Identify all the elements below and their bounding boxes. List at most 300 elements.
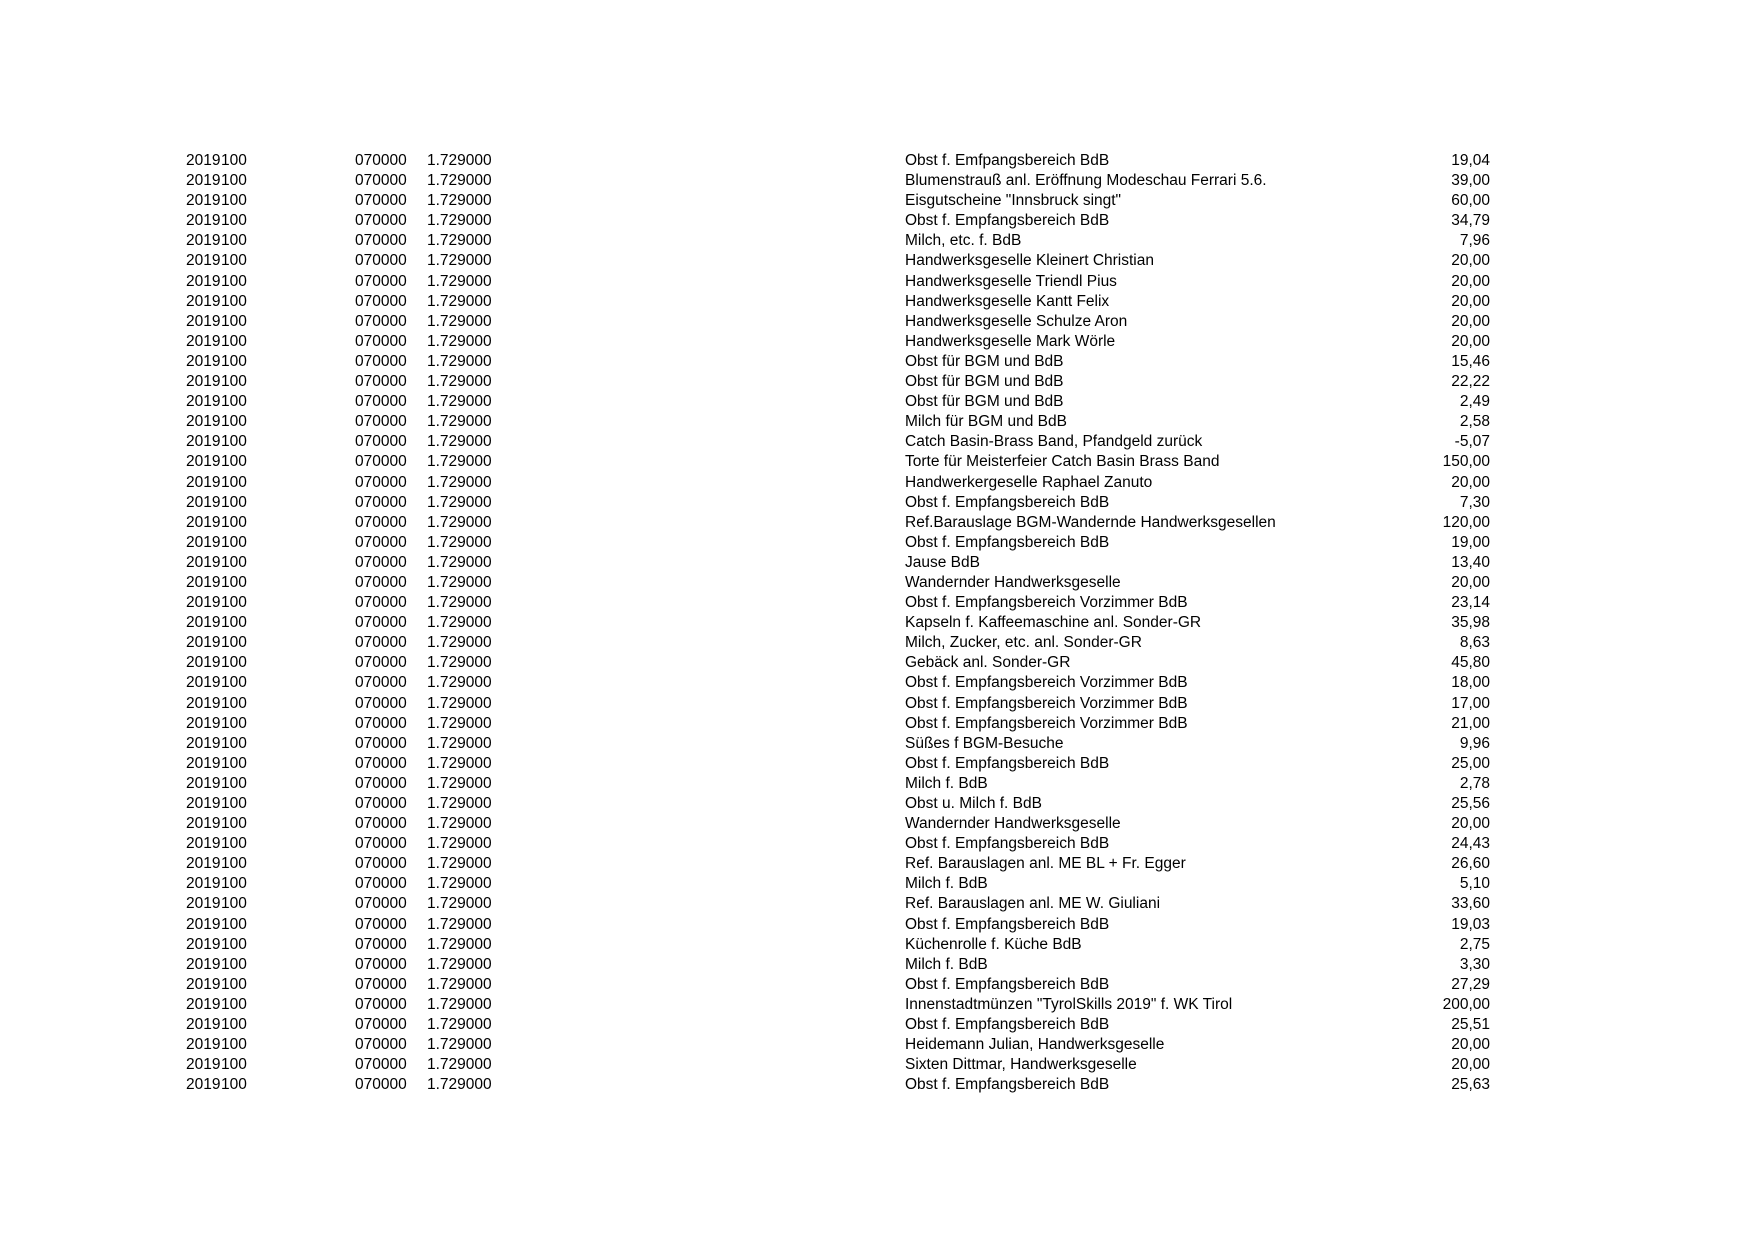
amount-cell: 23,14 <box>1451 594 1490 612</box>
amount-cell: 20,00 <box>1451 292 1490 310</box>
description-cell: Heidemann Julian, Handwerksgeselle <box>905 1036 1165 1054</box>
year-cell: 2019 <box>186 714 221 732</box>
account-cell: 1.729000 <box>427 875 492 893</box>
account-cell: 1.729000 <box>427 553 492 571</box>
code-cell: 100 <box>221 393 247 411</box>
description-cell: Handwerksgeselle Kantt Felix <box>905 292 1110 310</box>
account-cell: 1.729000 <box>427 172 492 190</box>
year-cell: 2019 <box>186 453 221 471</box>
function-cell: 070000 <box>355 332 407 350</box>
account-cell: 1.729000 <box>427 1076 492 1094</box>
function-cell: 070000 <box>355 152 407 169</box>
description-cell: Obst für BGM und BdB <box>905 373 1064 391</box>
amount-cell: 9,96 <box>1459 734 1490 752</box>
description-cell: Obst f. Empfangsbereich BdB <box>905 212 1110 230</box>
function-cell: 070000 <box>355 312 407 330</box>
amount-cell: 19,04 <box>1451 152 1490 169</box>
amount-cell: 20,00 <box>1451 332 1490 350</box>
description-cell: Obst für BGM und BdB <box>905 393 1064 411</box>
amount-cell: 8,63 <box>1459 634 1490 652</box>
account-cell: 1.729000 <box>427 453 492 471</box>
code-cell: 100 <box>221 1076 247 1094</box>
year-cell: 2019 <box>186 533 221 551</box>
table-row <box>0 1035 1754 1055</box>
code-cell: 100 <box>221 634 247 652</box>
amount-cell: 7,96 <box>1459 232 1490 250</box>
code-cell: 100 <box>221 855 247 873</box>
code-cell: 100 <box>221 995 247 1013</box>
table-row <box>0 332 1754 352</box>
table-row <box>0 312 1754 332</box>
amount-cell: 15,46 <box>1451 352 1490 370</box>
code-cell: 100 <box>221 594 247 612</box>
code-cell: 100 <box>221 252 247 270</box>
code-cell: 100 <box>221 935 247 953</box>
account-cell: 1.729000 <box>427 935 492 953</box>
description-cell: Blumenstrauß anl. Eröffnung Modeschau Ferrari 5.6. <box>905 172 1267 190</box>
amount-cell: 20,00 <box>1451 1056 1490 1074</box>
table-row <box>0 533 1754 553</box>
description-cell: Obst f. Empfangsbereich Vorzimmer BdB <box>905 594 1188 612</box>
table-row <box>0 874 1754 894</box>
amount-cell: 20,00 <box>1451 1036 1490 1054</box>
year-cell: 2019 <box>186 172 221 190</box>
year-cell: 2019 <box>186 634 221 652</box>
amount-cell: 19,03 <box>1451 915 1490 933</box>
code-cell: 100 <box>221 614 247 632</box>
code-cell: 100 <box>221 272 247 290</box>
function-cell: 070000 <box>355 1076 407 1094</box>
year-cell: 2019 <box>186 373 221 391</box>
description-cell: Obst f. Empfangsbereich Vorzimmer BdB <box>905 714 1188 732</box>
function-cell: 070000 <box>355 754 407 772</box>
code-cell: 100 <box>221 453 247 471</box>
function-cell: 070000 <box>355 192 407 210</box>
account-cell: 1.729000 <box>427 252 492 270</box>
year-cell: 2019 <box>186 272 221 290</box>
description-cell: Obst f. Empfangsbereich BdB <box>905 835 1110 853</box>
account-cell: 1.729000 <box>427 332 492 350</box>
year-cell: 2019 <box>186 754 221 772</box>
amount-cell: 2,78 <box>1459 774 1490 792</box>
year-cell: 2019 <box>186 573 221 591</box>
amount-cell: 2,75 <box>1459 935 1490 953</box>
table-row <box>0 1075 1754 1095</box>
function-cell: 070000 <box>355 614 407 632</box>
account-cell: 1.729000 <box>427 594 492 612</box>
table-row <box>0 995 1754 1015</box>
function-cell: 070000 <box>355 212 407 230</box>
year-cell: 2019 <box>186 232 221 250</box>
amount-cell: 19,00 <box>1451 533 1490 551</box>
description-cell: Obst f. Empfangsbereich Vorzimmer BdB <box>905 694 1188 712</box>
function-cell: 070000 <box>355 654 407 672</box>
account-cell: 1.729000 <box>427 694 492 712</box>
table-row <box>0 372 1754 392</box>
year-cell: 2019 <box>186 995 221 1013</box>
table-row <box>0 272 1754 292</box>
code-cell: 100 <box>221 1016 247 1034</box>
year-cell: 2019 <box>186 393 221 411</box>
account-cell: 1.729000 <box>427 614 492 632</box>
account-cell: 1.729000 <box>427 634 492 652</box>
table-row <box>0 754 1754 774</box>
description-cell: Obst f. Empfangsbereich BdB <box>905 754 1110 772</box>
account-cell: 1.729000 <box>427 373 492 391</box>
account-cell: 1.729000 <box>427 975 492 993</box>
amount-cell: 20,00 <box>1451 573 1490 591</box>
year-cell: 2019 <box>186 1016 221 1034</box>
year-cell: 2019 <box>186 493 221 511</box>
year-cell: 2019 <box>186 1056 221 1074</box>
function-cell: 070000 <box>355 815 407 833</box>
description-cell: Handwerksgeselle Triendl Pius <box>905 272 1117 290</box>
account-cell: 1.729000 <box>427 573 492 591</box>
code-cell: 100 <box>221 835 247 853</box>
description-cell: Obst für BGM und BdB <box>905 352 1064 370</box>
description-cell: Ref.Barauslage BGM-Wandernde Handwerksgesellen <box>905 513 1276 531</box>
table-row <box>0 513 1754 533</box>
description-cell: Obst f. Empfangsbereich BdB <box>905 493 1110 511</box>
account-cell: 1.729000 <box>427 995 492 1013</box>
code-cell: 100 <box>221 493 247 511</box>
account-cell: 1.729000 <box>427 714 492 732</box>
account-cell: 1.729000 <box>427 835 492 853</box>
amount-cell: 25,63 <box>1451 1076 1490 1094</box>
table-row <box>0 432 1754 452</box>
amount-cell: 20,00 <box>1451 312 1490 330</box>
code-cell: 100 <box>221 192 247 210</box>
function-cell: 070000 <box>355 795 407 812</box>
function-cell: 070000 <box>355 232 407 250</box>
account-cell: 1.729000 <box>427 734 492 752</box>
function-cell: 070000 <box>355 634 407 652</box>
function-cell: 070000 <box>355 774 407 792</box>
description-cell: Handwerksgeselle Mark Wörle <box>905 332 1116 350</box>
account-cell: 1.729000 <box>427 352 492 370</box>
amount-cell: 20,00 <box>1451 272 1490 290</box>
amount-cell: 25,56 <box>1451 795 1490 812</box>
amount-cell: 20,00 <box>1451 815 1490 833</box>
code-cell: 100 <box>221 292 247 310</box>
description-cell: Obst f. Empfangsbereich BdB <box>905 533 1110 551</box>
year-cell: 2019 <box>186 734 221 752</box>
description-cell: Jause BdB <box>905 553 980 571</box>
function-cell: 070000 <box>355 1016 407 1034</box>
amount-cell: 20,00 <box>1451 252 1490 270</box>
table-row <box>0 774 1754 794</box>
description-cell: Handwerkergeselle Raphael Zanuto <box>905 473 1153 491</box>
account-cell: 1.729000 <box>427 855 492 873</box>
account-cell: 1.729000 <box>427 192 492 210</box>
year-cell: 2019 <box>186 614 221 632</box>
year-cell: 2019 <box>186 875 221 893</box>
amount-cell: 26,60 <box>1451 855 1490 873</box>
account-cell: 1.729000 <box>427 815 492 833</box>
code-cell: 100 <box>221 473 247 491</box>
description-cell: Milch f. BdB <box>905 774 988 792</box>
amount-cell: 60,00 <box>1451 192 1490 210</box>
amount-cell: 120,00 <box>1442 513 1490 531</box>
amount-cell: 2,49 <box>1459 393 1490 411</box>
account-cell: 1.729000 <box>427 1056 492 1074</box>
amount-cell: 7,30 <box>1459 493 1490 511</box>
description-cell: Ref. Barauslagen anl. ME BL + Fr. Egger <box>905 855 1186 873</box>
table-row <box>0 673 1754 693</box>
year-cell: 2019 <box>186 332 221 350</box>
description-cell: Milch, Zucker, etc. anl. Sonder-GR <box>905 634 1142 652</box>
function-cell: 070000 <box>355 292 407 310</box>
year-cell: 2019 <box>186 975 221 993</box>
description-cell: Milch, etc. f. BdB <box>905 232 1022 250</box>
account-cell: 1.729000 <box>427 413 492 431</box>
function-cell: 070000 <box>355 272 407 290</box>
amount-cell: 25,51 <box>1451 1016 1490 1034</box>
description-cell: Obst f. Empfangsbereich BdB <box>905 1016 1110 1034</box>
table-row <box>0 915 1754 935</box>
account-cell: 1.729000 <box>427 955 492 973</box>
year-cell: 2019 <box>186 352 221 370</box>
code-cell: 100 <box>221 875 247 893</box>
year-cell: 2019 <box>186 252 221 270</box>
table-row <box>0 1015 1754 1035</box>
description-cell: Küchenrolle f. Küche BdB <box>905 935 1082 953</box>
table-row <box>0 955 1754 975</box>
amount-cell: 21,00 <box>1451 714 1490 732</box>
account-cell: 1.729000 <box>427 433 492 451</box>
table-row <box>0 935 1754 955</box>
function-cell: 070000 <box>355 995 407 1013</box>
amount-cell: 150,00 <box>1442 453 1490 471</box>
description-cell: Gebäck anl. Sonder-GR <box>905 654 1071 672</box>
code-cell: 100 <box>221 754 247 772</box>
year-cell: 2019 <box>186 513 221 531</box>
code-cell: 100 <box>221 734 247 752</box>
code-cell: 100 <box>221 352 247 370</box>
account-cell: 1.729000 <box>427 493 492 511</box>
description-cell: Innenstadtmünzen "TyrolSkills 2019" f. WK Tirol <box>905 995 1233 1013</box>
code-cell: 100 <box>221 975 247 993</box>
function-cell: 070000 <box>355 352 407 370</box>
year-cell: 2019 <box>186 312 221 330</box>
function-cell: 070000 <box>355 473 407 491</box>
function-cell: 070000 <box>355 694 407 712</box>
code-cell: 100 <box>221 312 247 330</box>
account-cell: 1.729000 <box>427 915 492 933</box>
description-cell: Milch für BGM und BdB <box>905 413 1067 431</box>
account-cell: 1.729000 <box>427 774 492 792</box>
description-cell: Obst u. Milch f. BdB <box>905 795 1042 812</box>
code-cell: 100 <box>221 955 247 973</box>
function-cell: 070000 <box>355 674 407 692</box>
account-cell: 1.729000 <box>427 473 492 491</box>
year-cell: 2019 <box>186 654 221 672</box>
year-cell: 2019 <box>186 835 221 853</box>
amount-cell: 22,22 <box>1451 373 1490 391</box>
description-cell: Wandernder Handwerksgeselle <box>905 815 1121 833</box>
table-row <box>0 231 1754 251</box>
table-row <box>0 151 1754 171</box>
table-row <box>0 714 1754 734</box>
function-cell: 070000 <box>355 533 407 551</box>
table-row <box>0 292 1754 312</box>
year-cell: 2019 <box>186 594 221 612</box>
code-cell: 100 <box>221 533 247 551</box>
function-cell: 070000 <box>355 594 407 612</box>
table-row <box>0 633 1754 653</box>
amount-cell: 35,98 <box>1451 614 1490 632</box>
code-cell: 100 <box>221 212 247 230</box>
function-cell: 070000 <box>355 895 407 913</box>
amount-cell: 2,58 <box>1459 413 1490 431</box>
table-row <box>0 171 1754 191</box>
function-cell: 070000 <box>355 513 407 531</box>
description-cell: Torte für Meisterfeier Catch Basin Brass Band <box>905 453 1220 471</box>
code-cell: 100 <box>221 694 247 712</box>
description-cell: Sixten Dittmar, Handwerksgeselle <box>905 1056 1137 1074</box>
function-cell: 070000 <box>355 835 407 853</box>
account-cell: 1.729000 <box>427 152 492 169</box>
year-cell: 2019 <box>186 473 221 491</box>
year-cell: 2019 <box>186 795 221 812</box>
amount-cell: 3,30 <box>1459 955 1490 973</box>
code-cell: 100 <box>221 513 247 531</box>
table-row <box>0 613 1754 633</box>
function-cell: 070000 <box>355 935 407 953</box>
table-row <box>0 854 1754 874</box>
table-row <box>0 975 1754 995</box>
code-cell: 100 <box>221 553 247 571</box>
table-row <box>0 794 1754 814</box>
code-cell: 100 <box>221 1056 247 1074</box>
description-cell: Handwerksgeselle Schulze Aron <box>905 312 1128 330</box>
account-cell: 1.729000 <box>427 754 492 772</box>
account-cell: 1.729000 <box>427 895 492 913</box>
function-cell: 070000 <box>355 433 407 451</box>
account-cell: 1.729000 <box>427 654 492 672</box>
function-cell: 070000 <box>355 714 407 732</box>
function-cell: 070000 <box>355 553 407 571</box>
function-cell: 070000 <box>355 855 407 873</box>
function-cell: 070000 <box>355 975 407 993</box>
table-row <box>0 452 1754 472</box>
amount-cell: 13,40 <box>1451 553 1490 571</box>
table-row <box>0 653 1754 673</box>
year-cell: 2019 <box>186 895 221 913</box>
account-cell: 1.729000 <box>427 393 492 411</box>
code-cell: 100 <box>221 795 247 812</box>
account-cell: 1.729000 <box>427 232 492 250</box>
year-cell: 2019 <box>186 1036 221 1054</box>
amount-cell: 39,00 <box>1451 172 1490 190</box>
amount-cell: -5,07 <box>1454 433 1490 451</box>
function-cell: 070000 <box>355 453 407 471</box>
amount-cell: 20,00 <box>1451 473 1490 491</box>
year-cell: 2019 <box>186 553 221 571</box>
account-cell: 1.729000 <box>427 1016 492 1034</box>
description-cell: Obst f. Empfangsbereich BdB <box>905 915 1110 933</box>
table-row <box>0 1055 1754 1075</box>
year-cell: 2019 <box>186 152 221 169</box>
table-row <box>0 734 1754 754</box>
table-row <box>0 392 1754 412</box>
table-row <box>0 814 1754 834</box>
description-cell: Milch f. BdB <box>905 875 988 893</box>
account-cell: 1.729000 <box>427 533 492 551</box>
code-cell: 100 <box>221 1036 247 1054</box>
function-cell: 070000 <box>355 493 407 511</box>
year-cell: 2019 <box>186 815 221 833</box>
code-cell: 100 <box>221 714 247 732</box>
year-cell: 2019 <box>186 935 221 953</box>
table-row <box>0 493 1754 513</box>
function-cell: 070000 <box>355 252 407 270</box>
account-cell: 1.729000 <box>427 674 492 692</box>
amount-cell: 33,60 <box>1451 895 1490 913</box>
year-cell: 2019 <box>186 674 221 692</box>
function-cell: 070000 <box>355 573 407 591</box>
year-cell: 2019 <box>186 212 221 230</box>
account-cell: 1.729000 <box>427 795 492 812</box>
amount-cell: 5,10 <box>1459 875 1490 893</box>
description-cell: Obst f. Empfangsbereich Vorzimmer BdB <box>905 674 1188 692</box>
code-cell: 100 <box>221 172 247 190</box>
function-cell: 070000 <box>355 413 407 431</box>
amount-cell: 45,80 <box>1451 654 1490 672</box>
table-row <box>0 211 1754 231</box>
description-cell: Obst f. Empfangsbereich BdB <box>905 975 1110 993</box>
code-cell: 100 <box>221 815 247 833</box>
function-cell: 070000 <box>355 393 407 411</box>
ledger-table <box>0 151 1754 1095</box>
account-cell: 1.729000 <box>427 272 492 290</box>
code-cell: 100 <box>221 373 247 391</box>
year-cell: 2019 <box>186 774 221 792</box>
code-cell: 100 <box>221 332 247 350</box>
code-cell: 100 <box>221 895 247 913</box>
table-row <box>0 894 1754 914</box>
description-cell: Eisgutscheine "Innsbruck singt" <box>905 192 1122 210</box>
code-cell: 100 <box>221 433 247 451</box>
year-cell: 2019 <box>186 1076 221 1094</box>
description-cell: Süßes f BGM-Besuche <box>905 734 1064 752</box>
account-cell: 1.729000 <box>427 312 492 330</box>
description-cell: Catch Basin-Brass Band, Pfandgeld zurück <box>905 433 1203 451</box>
function-cell: 070000 <box>355 915 407 933</box>
function-cell: 070000 <box>355 734 407 752</box>
amount-cell: 24,43 <box>1451 835 1490 853</box>
amount-cell: 17,00 <box>1451 694 1490 712</box>
description-cell: Wandernder Handwerksgeselle <box>905 573 1121 591</box>
account-cell: 1.729000 <box>427 212 492 230</box>
table-row <box>0 251 1754 271</box>
code-cell: 100 <box>221 232 247 250</box>
amount-cell: 25,00 <box>1451 754 1490 772</box>
year-cell: 2019 <box>186 955 221 973</box>
function-cell: 070000 <box>355 1036 407 1054</box>
table-row <box>0 694 1754 714</box>
function-cell: 070000 <box>355 1056 407 1074</box>
function-cell: 070000 <box>355 373 407 391</box>
year-cell: 2019 <box>186 192 221 210</box>
table-row <box>0 834 1754 854</box>
year-cell: 2019 <box>186 433 221 451</box>
table-row <box>0 412 1754 432</box>
code-cell: 100 <box>221 413 247 431</box>
year-cell: 2019 <box>186 292 221 310</box>
table-row <box>0 593 1754 613</box>
function-cell: 070000 <box>355 955 407 973</box>
